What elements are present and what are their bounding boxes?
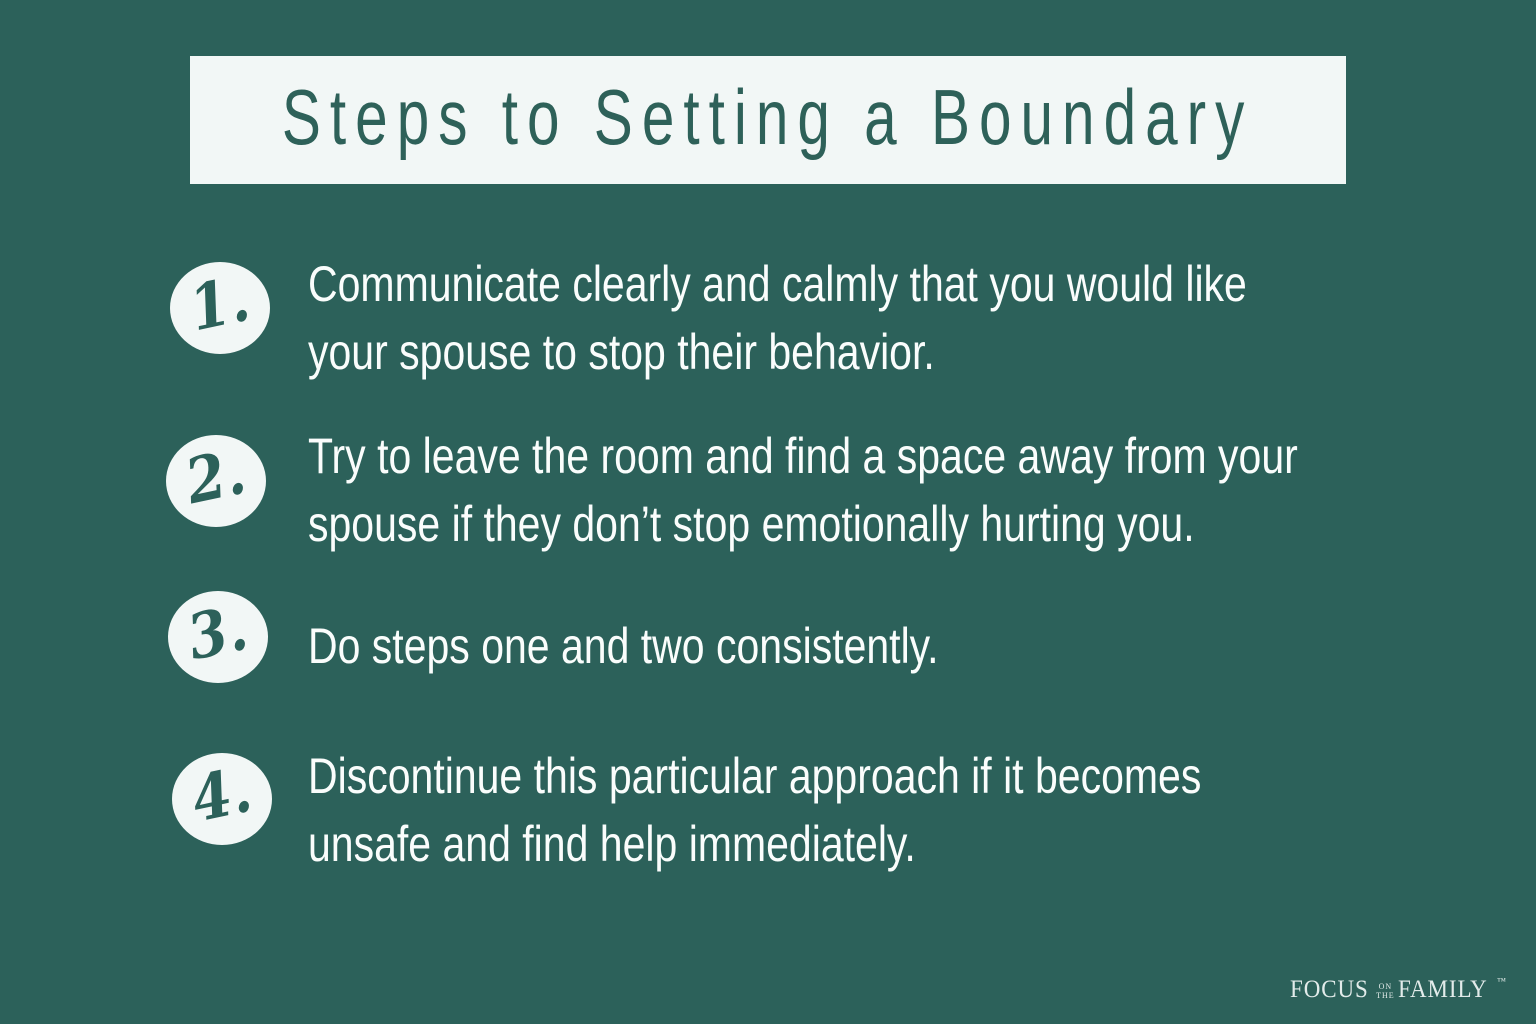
step-4-badge (172, 753, 272, 845)
logo-word-focus: FOCUS (1289, 976, 1369, 1003)
trademark-symbol: ™ (1497, 976, 1506, 986)
logo-word-family: FAMILY (1397, 976, 1488, 1003)
logo-stack-on-the (1376, 979, 1395, 1000)
step-1-line-2: your spouse to stop their behavior. (308, 324, 935, 380)
step-1-text (308, 250, 1453, 386)
step-1-badge (170, 262, 270, 354)
step-3-text (308, 612, 1077, 680)
step-3-number: 3. (180, 590, 254, 675)
step-3-badge (168, 591, 268, 683)
step-4-number: 4. (184, 752, 258, 837)
step-2-badge (166, 435, 266, 527)
step-1-line-1: Communicate clearly and calmly that you would like (308, 256, 1247, 312)
step-2-number: 2. (178, 434, 252, 519)
logo-stack-on: ON (1378, 982, 1393, 991)
logo-stack-the: THE (1376, 991, 1395, 1000)
step-4-line-1: Discontinue this particular approach if it becomes (308, 748, 1202, 804)
step-3-line-1: Do steps one and two consistently. (308, 618, 939, 674)
step-4-line-2: unsafe and find help immediately. (308, 816, 916, 872)
step-1-number: 1. (182, 261, 256, 346)
focus-on-the-family-logo (1290, 977, 1506, 1002)
title-banner (190, 56, 1346, 184)
step-2-line-2: spouse if they don’t stop emotionally hurting you. (308, 496, 1195, 552)
step-4-text (308, 742, 1397, 878)
page-title: Steps to Setting a Boundary (282, 72, 1254, 161)
step-2-text (308, 422, 1515, 558)
step-2-line-1: Try to leave the room and find a space away from your (308, 428, 1298, 484)
